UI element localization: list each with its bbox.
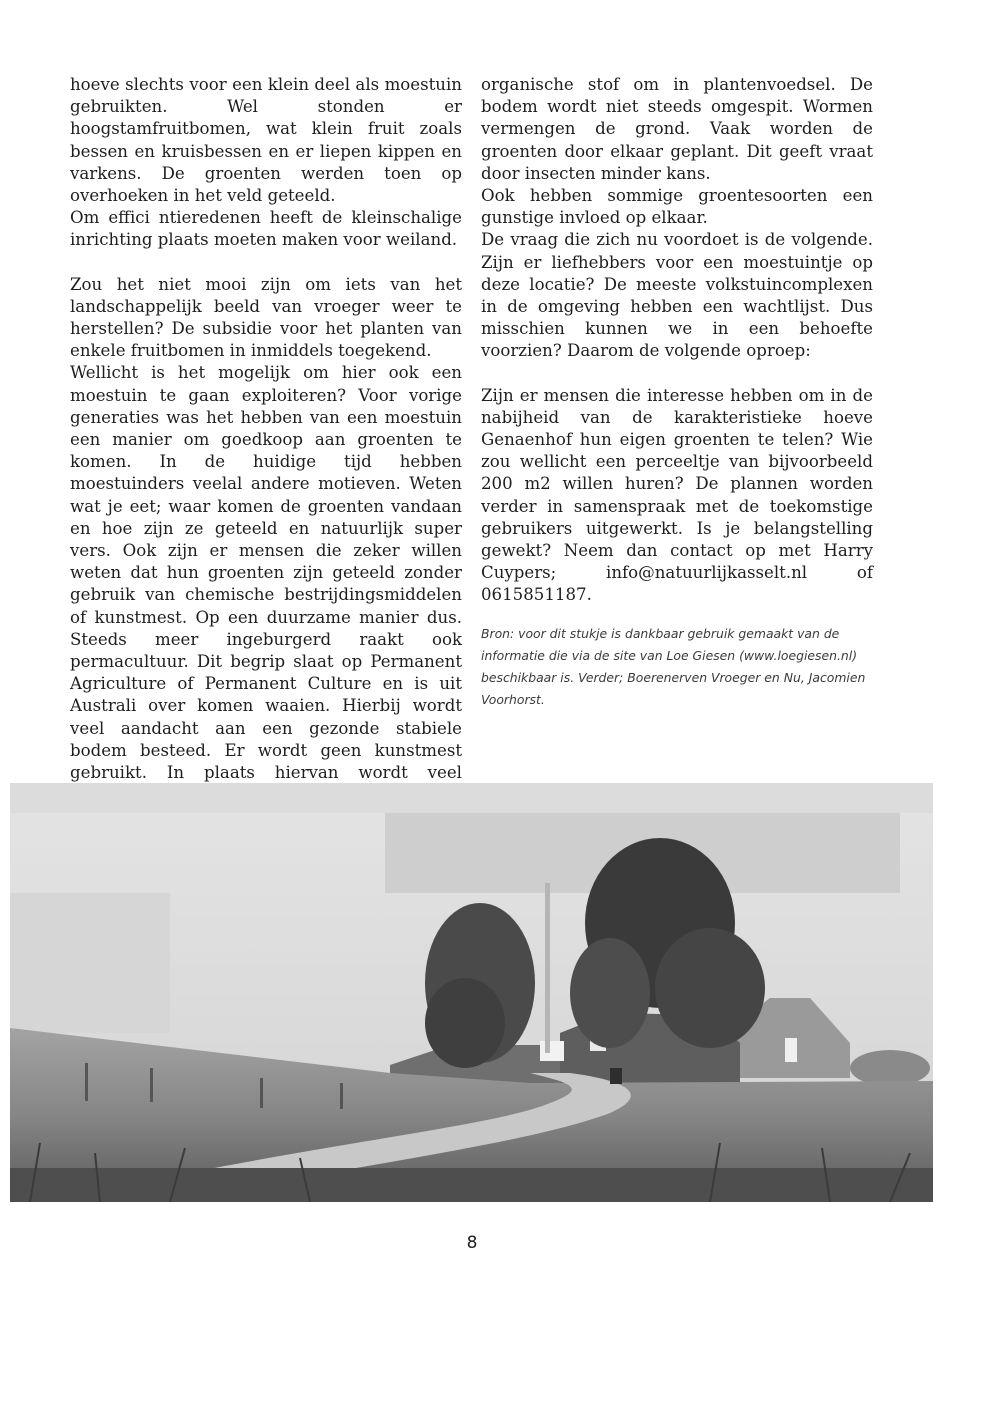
paragraph: Zijn er mensen die interesse hebben om in de nabijheid van de karakteristieke hoeve Genaenhof hun eigen groenten te telen? Wie zou wellicht een perceeltje van bijvoorbeeld 200 m2 willen huren? De plannen worden verder in samenspraak met de toekomstige gebruikers uitgewerkt. Is je belangstelling gewekt? Neem dan contact op met Harry Cuypers; info@natuurlijkasselt.nl of 0615851187. [481,385,873,605]
farmhouse-photo-graphic [10,783,933,1202]
right-text-column [481,74,873,711]
paragraph: Wellicht is het mogelijk om hier ook een moestuin te gaan exploiteren? Voor vorige generaties was het hebben van een moestuin een manier om goedkoop aan groenten te komen. In de huidige tijd hebben moestuinders veelal andere motieven. Weten wat je eet; waar komen de groenten vandaan en hoe zijn ze geteeld en natuurlijk super vers. Ook zijn er mensen die zeker willen weten dat hun groenten zijn geteeld zonder gebruik van chemische bestrijdingsmiddelen of kunstmest. Op een duurzame manier dus. Steeds meer ingeburgerd raakt ook permacultuur. Dit begrip slaat op Permanent Agriculture of Permanent Culture en is uit Australi over komen waaien. Hierbij wordt veel aandacht aan een gezonde stabiele bodem besteed. Er wordt geen kunstmest gebruikt. In plaats hiervan wordt veel [70,363,462,783]
left-text-column [70,74,462,851]
paragraph: Ook hebben sommige groentesoorten een gunstige invloed op elkaar. [481,186,873,228]
page-number: 8 [466,1233,478,1253]
farmhouse-photo [10,783,933,1202]
paragraph: organische stof om in plantenvoedsel. De bodem wordt niet steeds omgespit. Wormen vermengen de grond. Vaak worden de groenten door elkaar geplant. Dit geeft vraat door insecten minder kans. [481,75,873,183]
paragraph: Om effici ntieredenen heeft de kleinschalige inrichting plaats moeten maken voor weiland. [70,208,462,250]
paragraph: Zou het niet mooi zijn om iets van het landschappelijk beeld van vroeger weer te herstellen? De subsidie voor het planten van enkele fruitbomen in inmiddels toegekend. [70,274,462,361]
paragraph: De vraag die zich nu voordoet is de volgende. Zijn er liefhebbers voor een moestuintje op deze locatie? De meeste volkstuincomplexen in de omgeving hebben een wachtlijst. Dus misschien kunnen we in een behoefte voorzien? Daarom de volgende oproep: [481,230,873,361]
source-note: Bron: voor dit stukje is dankbaar gebruik gemaakt van de informatie die via de site van Loe Giesen (www.loegiesen.nl) beschikbaar is. Verder; Boerenerven Vroeger en Nu, Jacomien Voorhorst. [481,625,866,707]
paragraph: hoeve slechts voor een klein deel als moestuin gebruikten. Wel stonden er hoogstamfruitbomen, wat klein fruit zoals bessen en kruisbessen en er liepen kippen en varkens. De groenten werden toen op overhoeken in het veld geteeld. [70,75,462,206]
